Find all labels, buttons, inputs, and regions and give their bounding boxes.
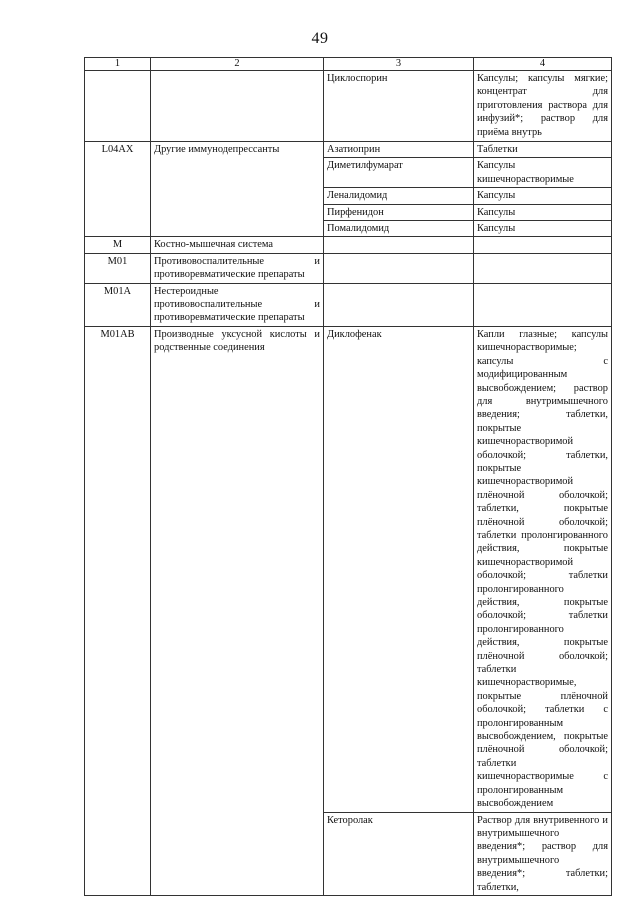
atc-code-cell: M01A <box>85 283 151 326</box>
group-name-cell: Производные уксусной кислоты и родственные соединения <box>151 326 324 895</box>
table-row <box>85 326 612 812</box>
drug-name-cell: Азатиоприн <box>324 142 474 158</box>
atc-code-cell: M <box>85 237 151 253</box>
page-number: 49 <box>311 30 329 47</box>
group-name-cell: Костно-мышечная система <box>151 237 324 253</box>
atc-code-cell <box>85 71 151 142</box>
table-row <box>85 71 612 142</box>
table-row <box>85 142 612 158</box>
atc-code-cell: M01 <box>85 253 151 283</box>
group-name-cell: Другие иммунодепрессанты <box>151 142 324 237</box>
drug-name-cell: Леналидомид <box>324 188 474 204</box>
group-name-cell <box>151 71 324 142</box>
column-number: 1 <box>85 58 151 71</box>
table-row <box>85 253 612 283</box>
dosage-form-cell <box>474 253 612 283</box>
dosage-form-cell: Капсулы; капсулы мягкие; концентрат для приготовления раствора для инфузий*; раствор для приёма внутрь <box>474 71 612 142</box>
dosage-form-cell: Капсулы кишечнорастворимые <box>474 158 612 188</box>
dosage-form-cell: Таблетки <box>474 142 612 158</box>
drug-name-cell <box>324 237 474 253</box>
drug-name-cell: Циклоспорин <box>324 71 474 142</box>
group-name-cell: Нестероидные противовоспалительные и противоревматические препараты <box>151 283 324 326</box>
atc-code-cell: M01AB <box>85 326 151 895</box>
drug-name-cell: Помалидомид <box>324 221 474 237</box>
group-name-cell: Противовоспалительные и противоревматические препараты <box>151 253 324 283</box>
table-row <box>85 283 612 326</box>
atc-code-cell: L04AX <box>85 142 151 237</box>
table-row <box>85 237 612 253</box>
column-number: 2 <box>151 58 324 71</box>
dosage-form-cell: Капли глазные; капсулы кишечнорастворимые; капсулы с модифицированным высвобождением; раствор для внутримышечного введения; таблетки, покрытые кишечнорастворимой оболочкой; таблетки, покрытые кишечнорастворимой плёночной оболочкой; таблетки, покрытые плёночной оболочкой; таблетки пролонгированного действия, покрытые кишечнорастворимой оболочкой; таблетки пролонгированного действия, покрытые оболочкой; таблетки пролонгированного действия, покрытые плёночной оболочкой; таблетки кишечнорастворимые, покрытые плёночной оболочкой; таблетки с пролонгированным высвобождением, покрытые плёночной оболочкой; таблетки кишечнорастворимые с пролонгированным высвобождением <box>474 326 612 812</box>
column-number: 3 <box>324 58 474 71</box>
drug-name-cell: Диклофенак <box>324 326 474 812</box>
dosage-form-cell <box>474 237 612 253</box>
drug-table <box>84 57 612 896</box>
dosage-form-cell <box>474 283 612 326</box>
drug-name-cell <box>324 283 474 326</box>
dosage-form-cell: Капсулы <box>474 221 612 237</box>
dosage-form-cell: Капсулы <box>474 188 612 204</box>
dosage-form-cell: Капсулы <box>474 204 612 220</box>
dosage-form-cell: Раствор для внутривенного и внутримышечного введения*; раствор для внутримышечного введения*; таблетки; таблетки, <box>474 812 612 895</box>
column-number: 4 <box>474 58 612 71</box>
column-number-row <box>85 58 612 71</box>
drug-name-cell: Диметилфумарат <box>324 158 474 188</box>
drug-name-cell: Кеторолак <box>324 812 474 895</box>
drug-name-cell <box>324 253 474 283</box>
drug-name-cell: Пирфенидон <box>324 204 474 220</box>
